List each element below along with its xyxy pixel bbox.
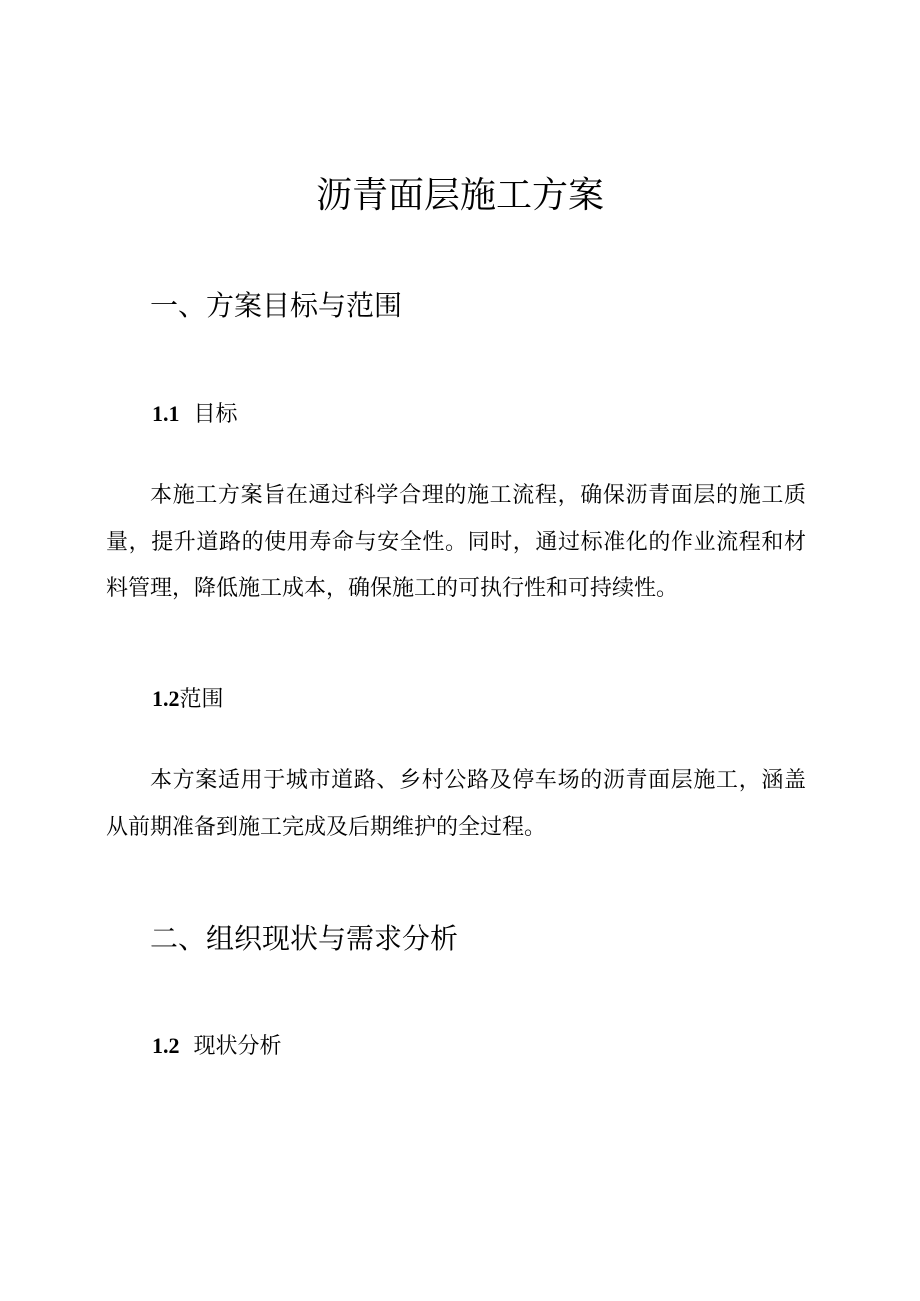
subsection-title: 现状分析 — [193, 1034, 282, 1059]
subsection-status-heading — [152, 1031, 282, 1062]
subsection-1-1-heading — [152, 399, 238, 430]
document-title: 沥青面层施工方案 — [315, 175, 604, 216]
subsection-title: 范围 — [179, 687, 224, 712]
subsection-1-2-heading — [152, 684, 224, 715]
subsection-number: 1.2 — [152, 1033, 180, 1058]
section-1-heading: 一、方案目标与范围 — [150, 289, 403, 322]
paragraph-scope: 本方案适用于城市道路、乡村公路及停车场的沥青面层施工，涵盖从前期准备到施工完成及后期维护的全过程。 — [106, 768, 806, 840]
paragraph-goal: 本施工方案旨在通过科学合理的施工流程，确保沥青面层的施工质量，提升道路的使用寿命与安全性。同时，通过标准化的作业流程和材料管理，降低施工成本，确保施工的可执行性和可持续性。 — [106, 483, 806, 601]
subsection-number: 1.2 — [152, 686, 180, 711]
subsection-number: 1.1 — [152, 401, 180, 426]
subsection-title: 目标 — [193, 402, 238, 427]
section-2-heading: 二、组织现状与需求分析 — [150, 922, 459, 955]
